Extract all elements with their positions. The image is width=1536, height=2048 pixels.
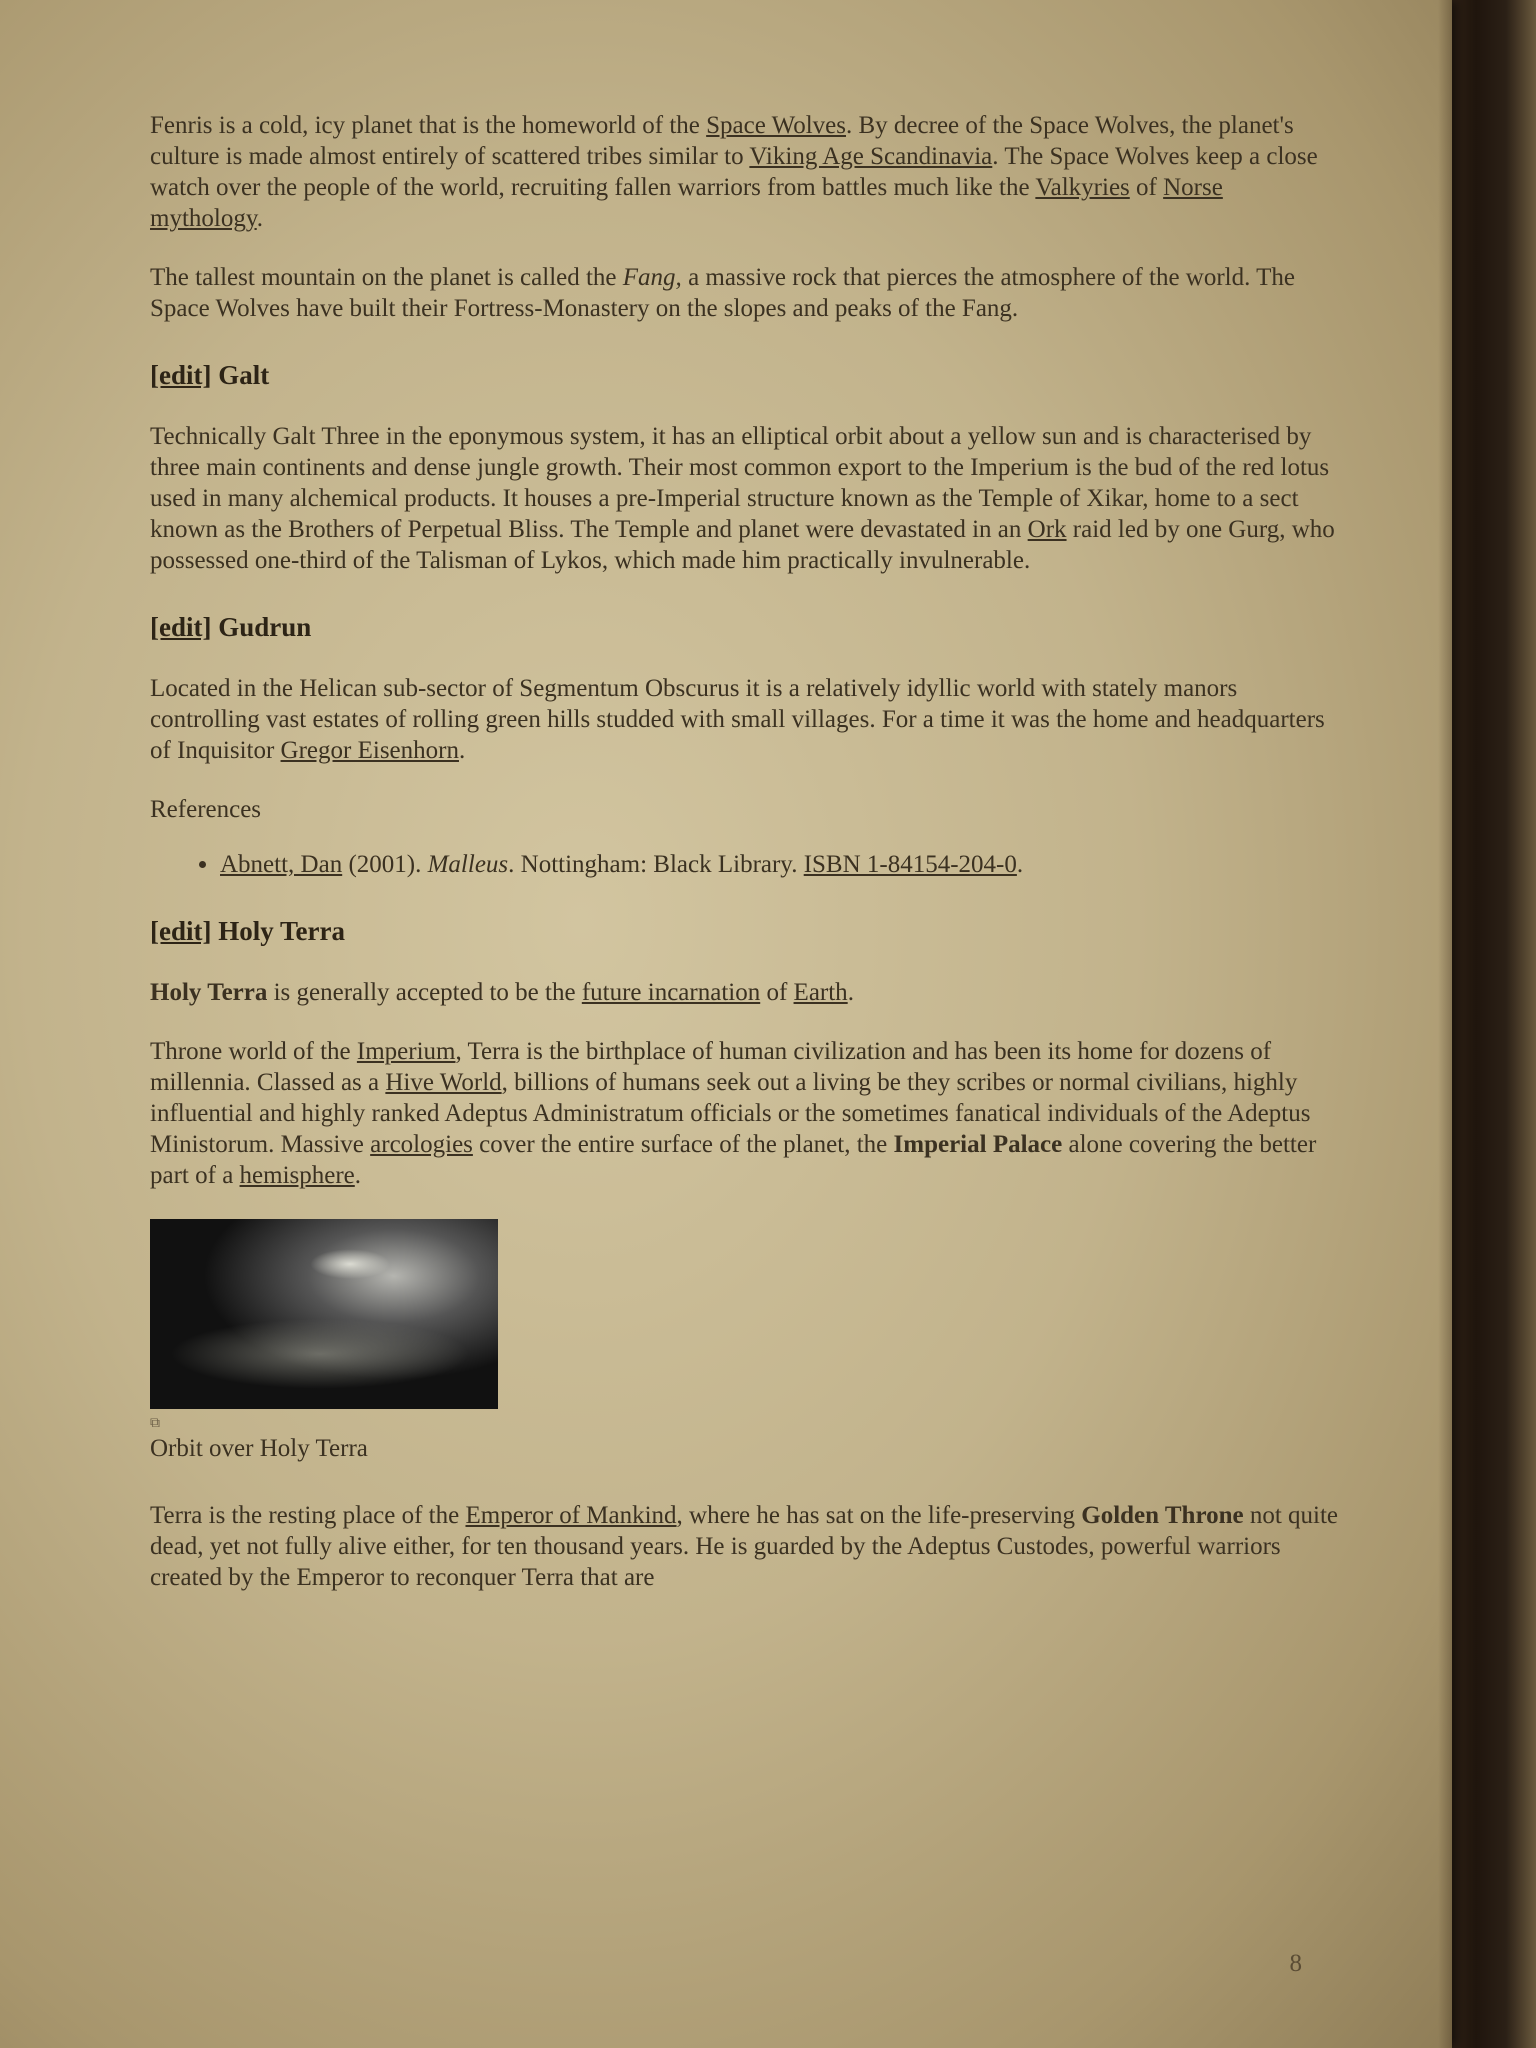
inline-link[interactable]: Imperium (356, 1038, 456, 1065)
inline-link[interactable]: Ork (1027, 516, 1067, 543)
text-run: . (458, 737, 466, 764)
text-run: Located in the Helican sub-sector of Segmentum Obscurus it is a relatively idyllic world with stately manors controlling vast estates of rolling green hills studded with small villages. For a time it was the home and headquarters of Inquisitor (150, 675, 1325, 764)
bold-text: Imperial Palace (893, 1131, 1063, 1158)
text-run: is generally accepted to be the (267, 979, 582, 1006)
fenris-paragraph-2 (150, 262, 1340, 324)
inline-link[interactable]: Hive World (385, 1069, 502, 1096)
text-run: . (256, 205, 263, 232)
terra-orbit-image[interactable] (150, 1219, 498, 1409)
terra-figure (150, 1219, 498, 1431)
section-title-galt: Galt (218, 360, 270, 390)
image-highlight (310, 1249, 390, 1279)
text-run: of (760, 979, 794, 1006)
holy-terra-closing (150, 1500, 1340, 1593)
text-run: (2001). (342, 851, 428, 878)
text-run: alone covering the better part of a (150, 1131, 1317, 1189)
section-heading-gudrun (150, 612, 1340, 643)
inline-link[interactable]: Earth (793, 979, 848, 1006)
inline-link[interactable]: Norse mythology (150, 174, 1223, 232)
text-run: of (1129, 174, 1164, 201)
text-run: . (354, 1162, 362, 1189)
galt-paragraph (150, 421, 1340, 576)
text-run: Terra is the resting place of the (150, 1502, 466, 1529)
holy-terra-intro (150, 977, 1340, 1008)
text-run: . By decree of the Space Wolves, the planet's culture is made almost entirely of scattered tribes similar to (150, 112, 1294, 170)
gudrun-paragraph (150, 673, 1340, 766)
reference-item (220, 849, 1340, 880)
image-highlight (170, 1319, 470, 1389)
image-caption: Orbit over Holy Terra (150, 1435, 368, 1462)
edit-link-holy-terra[interactable]: [edit] (150, 916, 212, 946)
edit-link-gudrun[interactable]: [edit] (150, 612, 212, 642)
text-run: cover the entire surface of the planet, the (472, 1131, 894, 1158)
text-run: not quite dead, yet not fully alive either, for ten thousand years. He is guarded by the Adeptus Custodes, powerful warriors created by the Emperor to reconquer Terra that are (150, 1502, 1339, 1591)
italic-text: Fang, (622, 264, 682, 291)
inline-link[interactable]: Emperor of Mankind (465, 1502, 677, 1529)
bold-text: Holy Terra (150, 979, 268, 1006)
inline-link[interactable]: Space Wolves (706, 112, 846, 139)
references-list (150, 849, 1340, 880)
bold-text: Golden Throne (1081, 1502, 1244, 1529)
text-run: . Nottingham: Black Library. (508, 851, 804, 878)
references-label: References (150, 796, 262, 823)
holy-terra-body (150, 1036, 1340, 1191)
inline-link[interactable]: Viking Age Scandinavia (749, 143, 993, 170)
text-run: . (1016, 851, 1024, 878)
text-run: Fenris is a cold, icy planet that is the homeworld of the (150, 112, 707, 139)
section-heading-holy-terra (150, 916, 1340, 947)
magnify-icon[interactable]: ⧉ (150, 1415, 160, 1431)
text-run: The tallest mountain on the planet is called the (150, 264, 623, 291)
inline-link[interactable]: ISBN 1-84154-204-0 (803, 851, 1017, 878)
text-run: , where he has sat on the life-preserving (676, 1502, 1082, 1529)
text-run: raid led by one Gurg, who possessed one-third of the Talisman of Lykos, which made him practically invulnerable. (150, 516, 1335, 574)
inline-link[interactable]: future incarnation (581, 979, 761, 1006)
inline-link[interactable]: hemisphere (239, 1162, 355, 1189)
article-content (150, 110, 1340, 1621)
text-run: , billions of humans seek out a living be they scribes or normal civilians, highly influential and highly ranked Adeptus Administratum officials or the sometimes fanatical individuals of the Adeptus Ministorum. Massive (150, 1069, 1311, 1158)
text-run: a massive rock that pierces the atmosphere of the world. The Space Wolves have built their Fortress-Monastery on the slopes and peaks of the Fang. (150, 264, 1296, 322)
inline-link[interactable]: Gregor Eisenhorn (280, 737, 459, 764)
text-run: Technically Galt Three in the eponymous system, it has an elliptical orbit about a yellow sun and is characterised by three main continents and dense jungle growth. Their most common export to the Imperium is the bud of the red lotus used in many alchemical products. It houses a pre-Imperial structure known as the Temple of Xikar, home to a sect known as the Brothers of Perpetual Bliss. The Temple and planet were devastated in an (150, 423, 1330, 543)
text-run: , Terra is the birthplace of human civilization and has been its home for dozens of millennia. Classed as a (150, 1038, 1272, 1096)
section-title-holy-terra: Holy Terra (218, 916, 345, 946)
inline-link[interactable]: Valkyries (1035, 174, 1130, 201)
edit-link-galt[interactable]: [edit] (150, 360, 212, 390)
text-run: . (847, 979, 854, 1006)
text-run: . The Space Wolves keep a close watch over the people of the world, recruiting fallen warriors from battles much like the (150, 143, 1318, 201)
italic-text: Malleus (427, 851, 509, 878)
text-run: Throne world of the (150, 1038, 357, 1065)
page-edge-shadow (1438, 0, 1452, 2048)
fenris-paragraph-1 (150, 110, 1340, 234)
section-title-gudrun: Gudrun (218, 612, 312, 642)
inline-link[interactable]: Abnett, Dan (220, 851, 343, 878)
section-heading-galt (150, 360, 1340, 391)
page-number: 8 (1289, 1950, 1302, 1977)
inline-link[interactable]: arcologies (370, 1131, 473, 1158)
